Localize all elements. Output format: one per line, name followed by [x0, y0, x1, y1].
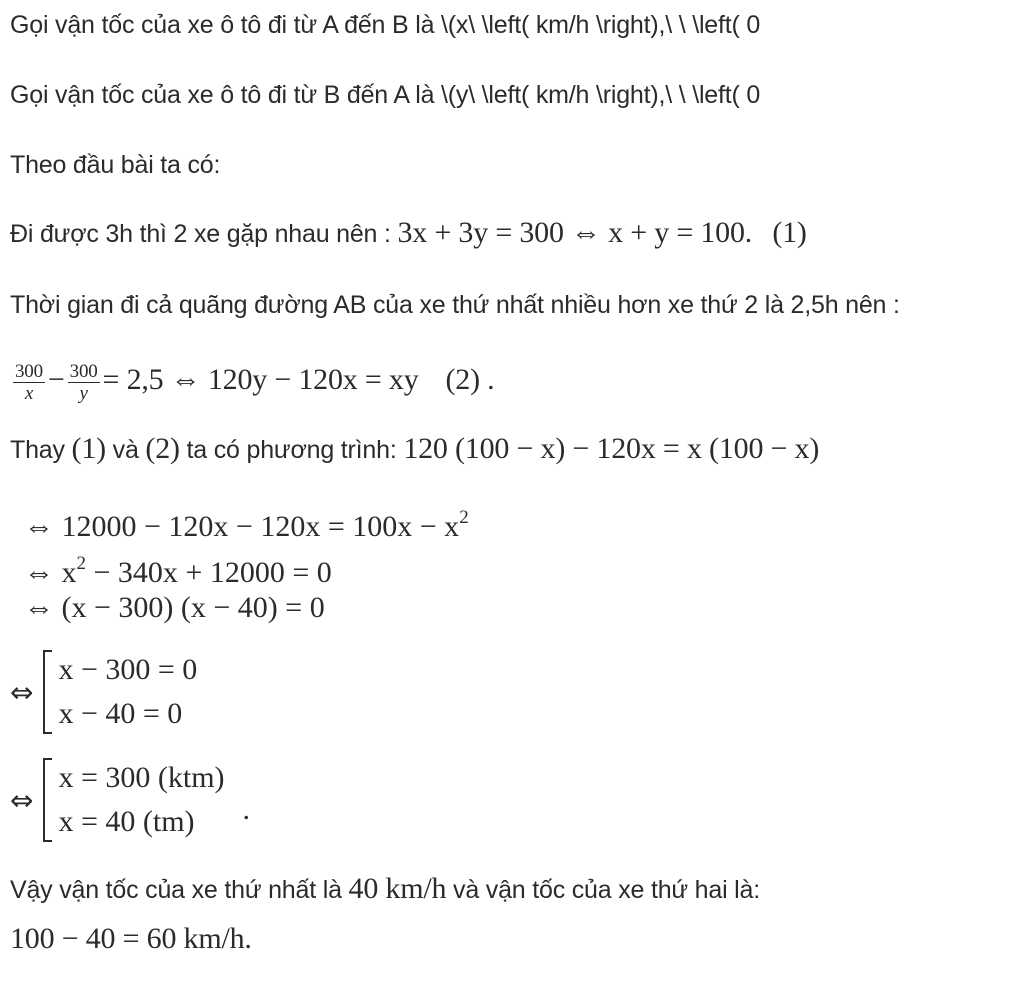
eq1-math: 3x + 3y = 300 ⇔ x + y = 100.	[397, 216, 753, 249]
eq2-tag: (2) .	[445, 363, 495, 396]
fraction-300-y: $\frac{300}{y}$	[69, 360, 98, 404]
eq1-text: Đi được 3h thì 2 xe gặp nhau nên :	[10, 220, 398, 248]
fraction-300-x: $\frac{300}{x}$	[15, 360, 43, 404]
system-solutions: ⇔ x = 300 (ktm) x = 40 (tm) .	[10, 756, 250, 844]
bracket-icon	[43, 758, 52, 842]
substitution-math: 120 (100 − x) − 120x = x (100 − x)	[403, 432, 820, 465]
eq2-minus: −	[47, 363, 65, 396]
line-final-result: 100 − 40 = 60 km/h.	[10, 922, 252, 955]
line-time-difference: Thời gian đi cả quãng đường AB của xe thứ nhất nhiều hơn xe thứ 2 là 2,5h nên :	[10, 291, 900, 319]
step-factor: ⇔ (x − 300) (x − 40) = 0	[24, 591, 325, 624]
line-given: Theo đầu bài ta có:	[10, 151, 221, 179]
step-quadratic: ⇔ $x^2 - 340x + 12000 = 0$	[24, 553, 332, 589]
conclusion-speed-1: 40 km/h	[348, 872, 447, 905]
step-expand: ⇔ $12000 - 120x - 120x = 100x - x^2$	[24, 507, 469, 543]
eq1-tag: (1)	[772, 216, 807, 249]
bracket-icon	[43, 650, 52, 734]
line-velocity-a-to-b: Gọi vận tốc của xe ô tô đi từ A đến B là \(x\ \left( km/h \right),\ \ \left( 0	[10, 11, 761, 39]
eq2-math: = 2,5 ⇔ 120y − 120x = xy	[102, 363, 419, 396]
line-conclusion: Vậy vận tốc của xe thứ nhất là 40 km/h và vận tốc của xe thứ hai là:	[10, 872, 760, 905]
line-velocity-b-to-a: Gọi vận tốc của xe ô tô đi từ B đến A là \(y\ \left( km/h \right),\ \ \left( 0	[10, 81, 761, 109]
system-factors: ⇔ x − 300 = 0 x − 40 = 0	[10, 648, 197, 736]
line-equation-2	[10, 352, 494, 409]
line-equation-1	[10, 216, 807, 251]
line-substitution: Thay (1) và (2) ta có phương trình: 120 (100 − x) − 120x = x (100 − x)	[10, 432, 820, 465]
